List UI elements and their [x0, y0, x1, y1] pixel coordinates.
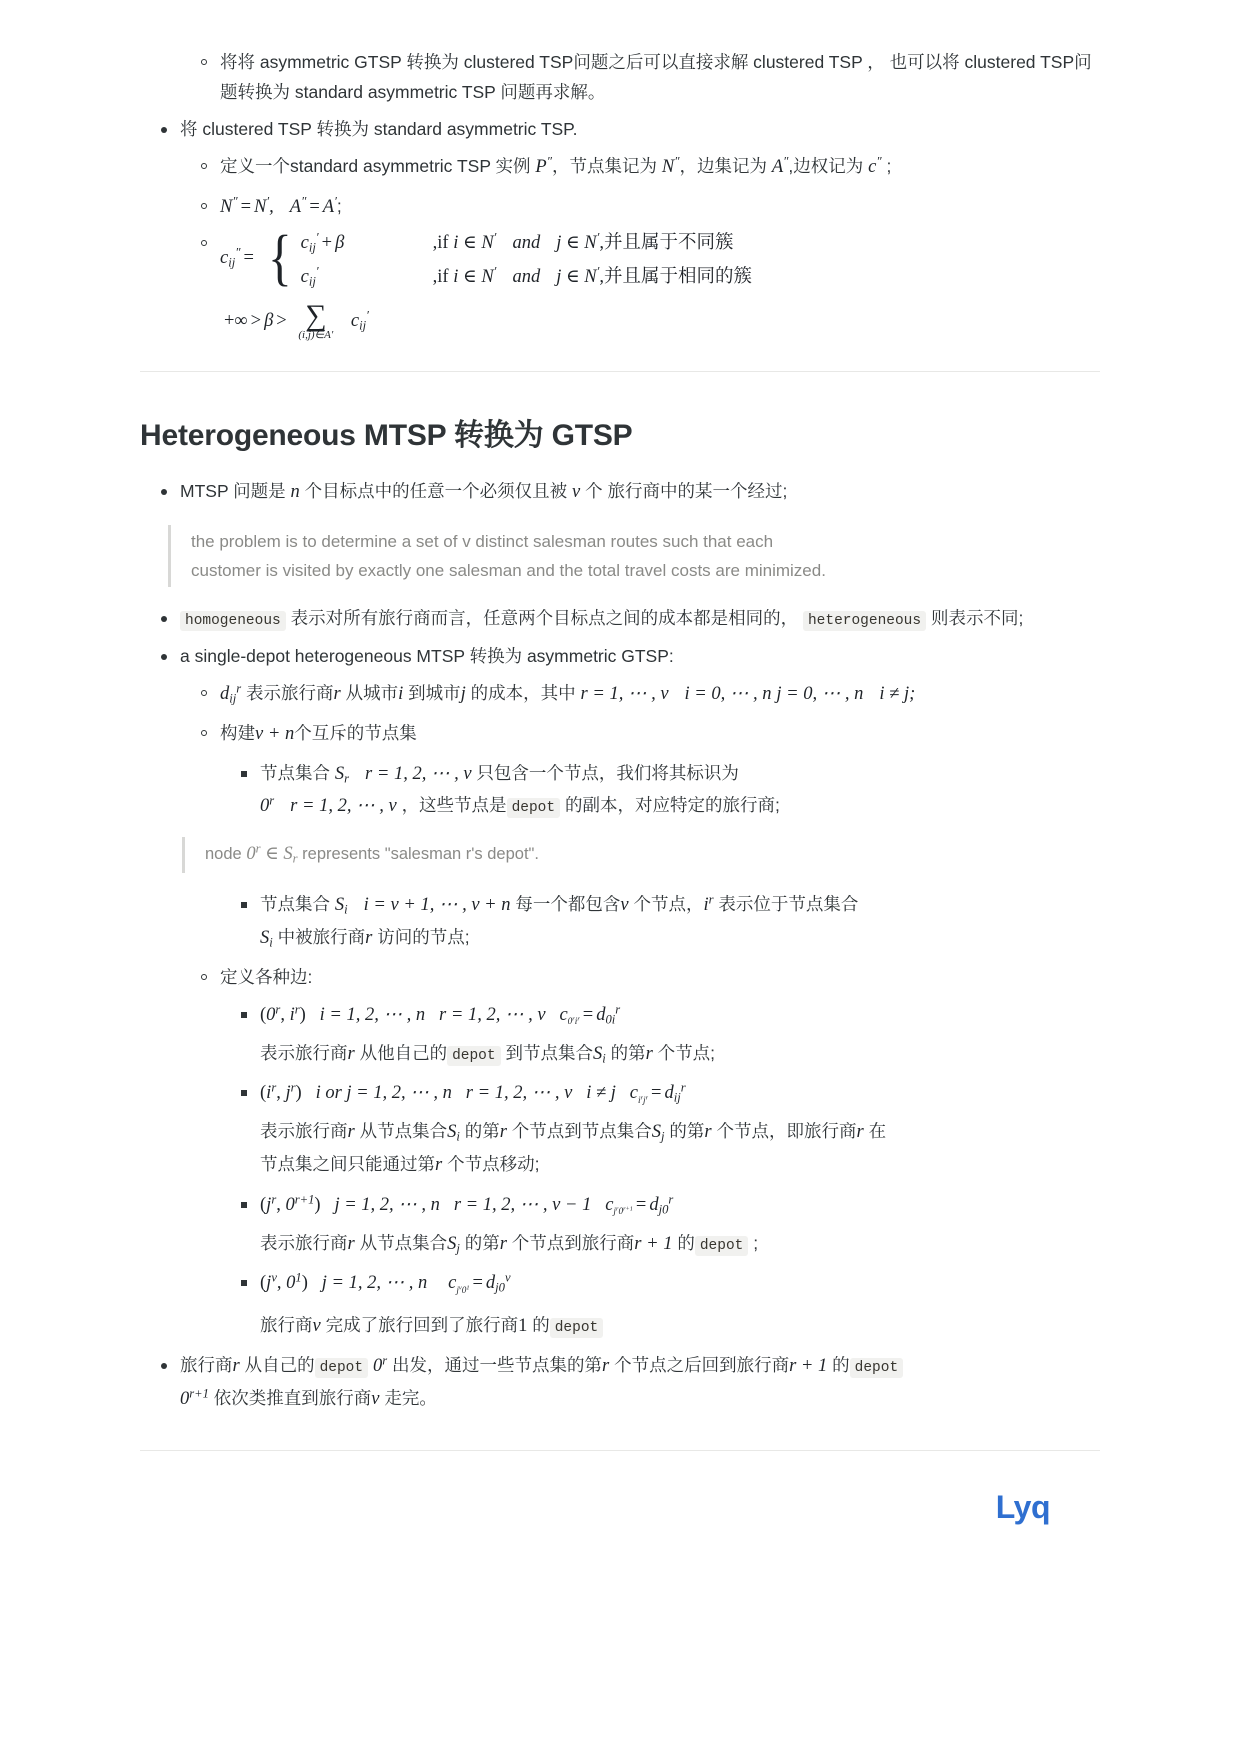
code-depot: depot [850, 1358, 904, 1378]
list-item [180, 718, 1100, 751]
math-edge-pair-2: ($i^r$, $j^r$) [260, 1080, 302, 1104]
math-v: v [371, 1388, 380, 1409]
code-depot: depot [550, 1318, 604, 1338]
edge1-d2: 从他自己的 [359, 1042, 448, 1063]
beta-inequality [224, 299, 1100, 341]
math-zero-r-in-Sr: 0$^r$ ∈ $S_r$ [246, 841, 298, 866]
item-text: 将 clustered TSP 转换为 standard asymmetric TSP. [180, 119, 578, 140]
math-S-i: $S_i$ [592, 1043, 606, 1066]
cases-body [301, 228, 752, 288]
math-eq-r: r = 1, ⋯ , v [580, 684, 669, 704]
math-c: c″ [868, 154, 882, 178]
math-r: r [602, 1356, 610, 1377]
math-r: r [347, 1043, 355, 1064]
cases-lhs: $c_{ij}''$ = [220, 245, 254, 270]
quote2-pre: node [205, 845, 242, 864]
list-item [220, 1077, 1100, 1181]
quote-line: customer is visited by exactly one salesman and the total travel costs are minimized. [191, 560, 826, 580]
section-divider [140, 371, 1100, 372]
si-t6: 访问的节点; [377, 926, 470, 947]
math-S-j: $S_j$ [447, 1233, 460, 1256]
code-depot: depot [507, 798, 561, 818]
math-v: v [312, 1316, 321, 1337]
math-S-i: $S_i$ [334, 895, 348, 917]
math-S-r: $S_r$ [334, 763, 350, 786]
edge2-d2: 从节点集合 [359, 1121, 448, 1142]
list-item [220, 758, 1100, 824]
code-depot: depot [315, 1358, 369, 1378]
math-i-r: $i^r$ [703, 892, 714, 916]
list-item [140, 641, 1100, 671]
list-item [180, 47, 1100, 107]
math-edge3-eq1: j = 1, 2, ⋯ , n [334, 1194, 440, 1215]
math-r-plus-1: r + 1 [634, 1233, 673, 1254]
sr-t3: ，这些节点是 [401, 795, 507, 816]
edge2-d4: 个节点到节点集合 [511, 1121, 652, 1142]
homo-text: 表示对所有旅行商而言，任意两个目标点之间的成本都是相同的， [290, 607, 799, 628]
math-d-ij-r: $d_{ij}^r$ [220, 681, 242, 706]
si-t2: 每一个都包含 [515, 894, 621, 915]
edge1-d1: 表示旅行商 [260, 1042, 348, 1063]
section-two-list [140, 476, 1100, 509]
list-item [220, 1189, 1100, 1261]
list-item-cases [180, 223, 1100, 292]
edge3-description [260, 1228, 1100, 1261]
math-edge2-eq1: r = 1, 2, ⋯ , v [465, 1083, 573, 1104]
final-t7: 走完。 [384, 1387, 437, 1408]
math-edge3-cost: $c_{j^r0^{r+1}} = d_{j0}^r$ [605, 1192, 674, 1217]
math-edge1-eq1: i = 1, 2, ⋯ , n [319, 1004, 426, 1025]
final-t4: 个节点之后回到旅行商 [614, 1355, 790, 1376]
case-condition: ,if i ∈ N′ and j ∈ N′,并且属于相同的簇 [432, 264, 753, 288]
math-edge4-cost: $c_{j^v0^1} = d_{j0}^v$ [448, 1270, 511, 1296]
edge2-d7: 在 [868, 1121, 887, 1142]
section-one-list [140, 47, 1100, 292]
list-item [140, 476, 1100, 509]
cases-equation [220, 223, 1100, 292]
math-zero-r: 0$^r$ [372, 1353, 388, 1377]
math-edge2-eq2: i ≠ j [586, 1083, 616, 1104]
si-t3: 个节点， [633, 894, 704, 915]
mtsp-text-2: 个目标点中的任意一个必须仅且被 [304, 480, 568, 501]
math-edge-pair-3: ($j^r$, $0^{r+1}$) [260, 1192, 321, 1215]
math-zero-r-plus-1: $0^{r+1}$ [180, 1386, 209, 1409]
equation-sets: N″ = N′, A″ = A′ [220, 194, 337, 218]
edges-title: 定义各种边: [220, 966, 313, 987]
sr-t1: 节点集合 [260, 762, 330, 783]
final-t5: 的 [832, 1355, 850, 1376]
summation-symbol [298, 299, 334, 341]
beta-bound: +∞ > β > ∑ (i,j)∈A′ $c_{ij}'$ [224, 299, 369, 341]
list-item [220, 999, 1100, 1071]
math-S-i-2: $S_i$ [260, 927, 273, 950]
section-two-list-2 [140, 603, 1100, 823]
edge4-description [260, 1310, 1100, 1343]
edge4-d3: 的 [532, 1315, 550, 1336]
math-S-j: $S_j$ [651, 1122, 665, 1144]
math-r: r [856, 1122, 864, 1143]
mtsp-text-3: 个 旅行商中的某一个经过; [585, 480, 788, 501]
list-item [180, 191, 1100, 221]
math-j: j [460, 684, 466, 704]
final-t2: 从自己的 [244, 1355, 315, 1376]
math-i-range: i = v + 1, ⋯ , v + n [363, 895, 511, 916]
edge3-d2: 从节点集合 [359, 1232, 448, 1253]
sum-subscript: (i,j)∈A′ [298, 328, 334, 341]
edge2-d1: 表示旅行商 [260, 1121, 348, 1142]
sr-t2: 只包含一个节点，我们将其标识为 [476, 762, 739, 783]
edge1-d3: 到节点集合 [505, 1042, 593, 1063]
list-item [180, 678, 1100, 711]
math-r2: r [365, 927, 373, 948]
math-edge1-cost: $c_{0^ri^r} = d_{0i}^r$ [559, 1002, 621, 1027]
list-item [180, 151, 1100, 184]
d-def-t2: 从城市 [345, 683, 399, 703]
edge4-d1: 旅行商 [260, 1315, 313, 1336]
site-logo: Lyq [995, 1488, 1050, 1525]
edge3-d1: 表示旅行商 [260, 1232, 348, 1253]
math-r: r [232, 1356, 240, 1377]
quote2-post: represents "salesman r's depot". [302, 845, 539, 864]
list-item [140, 1350, 1100, 1416]
math-n: n [290, 481, 300, 502]
case-line [301, 262, 752, 288]
edge4-d2: 完成了旅行回到了旅行商 [325, 1315, 519, 1336]
final-t3: 出发，通过一些节点集的第 [392, 1355, 602, 1376]
si-t5: 中被旅行商 [277, 926, 366, 947]
math-eq-j: j = 0, ⋯ , n [776, 684, 864, 704]
quote-line: the problem is to determine a set of v distinct salesman routes such that each [191, 531, 774, 551]
math-r: r [347, 1233, 355, 1254]
math-P: P″ [535, 154, 552, 178]
math-v-plus-n: v + n [255, 723, 295, 744]
math-r: r [645, 1043, 653, 1064]
list-item [140, 114, 1100, 144]
d-def-t3: 到城市 [408, 683, 461, 703]
case-condition: ,if i ∈ N′ and j ∈ N′,并且属于不同簇 [432, 230, 734, 254]
math-r-range-2: r = 1, 2, ⋯ , v [290, 796, 397, 817]
definition-mid-3: ,边权记为 [788, 156, 864, 177]
math-r: r [704, 1122, 712, 1143]
math-edge2-cost: $c_{i^rj^r} = d_{ij}^r$ [629, 1080, 686, 1106]
definition-text: 定义一个standard asymmetric TSP 实例 [220, 156, 531, 177]
d-def-t4: 的成本，其中 [470, 683, 576, 703]
math-r: r [333, 684, 341, 704]
case-value: $c_{ij}'$ [300, 264, 319, 289]
math-edge3-eq2: r = 1, 2, ⋯ , v − 1 [453, 1194, 592, 1215]
item-text: 将将 asymmetric GTSP 转换为 clustered TSP问题之后可以直接求解 clustered TSP ， 也可以将 clustered TSP问题转换为 standard asymmetric TSP 问题再求解。 [220, 52, 1092, 103]
code-depot: depot [447, 1046, 501, 1066]
math-edge-pair-4: ($j^v$, $0^1$) [260, 1270, 308, 1294]
d-def-t1: 表示旅行商 [246, 683, 334, 703]
edge2-d8: 个节点移动; [447, 1154, 540, 1175]
list-item [220, 889, 1100, 955]
list-item [180, 962, 1100, 992]
math-eq-i: i = 0, ⋯ , n [684, 684, 772, 704]
case-value: $c_{ij}' + \beta$ [300, 230, 345, 255]
edge2-d6: 个节点，即旅行商 [716, 1121, 857, 1142]
math-S-i: $S_i$ [447, 1122, 460, 1144]
math-v2: v [620, 895, 629, 916]
list-item [220, 1267, 1100, 1343]
mtsp-text-1: MTSP 问题是 [180, 480, 286, 501]
math-edge2-eq0: i or j = 1, 2, ⋯ , n [315, 1083, 452, 1104]
blockquote-problem-definition [168, 525, 911, 587]
math-r: r [347, 1122, 355, 1143]
code-depot: depot [695, 1236, 749, 1256]
construct-post: 个互斥的节点集 [294, 722, 417, 743]
math-A: A″ [771, 154, 789, 178]
math-edge1-eq2: r = 1, 2, ⋯ , v [439, 1004, 546, 1025]
final-t6: 依次类推直到旅行商 [213, 1387, 372, 1408]
section-two-list-3 [140, 889, 1100, 1416]
code-homogeneous: homogeneous [180, 611, 286, 631]
math-one: 1 [518, 1316, 528, 1337]
semicolon: ; [336, 196, 342, 217]
edge3-d4: 个节点到旅行商 [511, 1232, 635, 1253]
math-v: v [572, 481, 581, 502]
math-N: N″ [661, 154, 680, 178]
edge1-description [260, 1038, 1100, 1071]
math-i: i [398, 684, 404, 704]
edge2-description [260, 1116, 1100, 1182]
edge2-d3: 的第 [464, 1121, 500, 1142]
math-eq-ineq: i ≠ j; [879, 684, 916, 704]
single-depot-text: a single-depot heterogeneous MTSP 转换为 asymmetric GTSP: [180, 645, 674, 666]
homo-tail: 则表示不同; [930, 607, 1024, 628]
math-r: r [499, 1122, 507, 1143]
math-r-plus-1: r + 1 [789, 1356, 828, 1377]
final-t1: 旅行商 [180, 1355, 233, 1376]
edge2-d5: 的第 [669, 1121, 705, 1142]
footer [140, 1451, 1100, 1526]
list-item [140, 603, 1100, 634]
math-zero-r: 0$^r$ [260, 793, 275, 817]
edge3-d6: ; [753, 1232, 759, 1253]
sigma-icon: ∑ [305, 299, 327, 333]
construct-pre: 构建 [220, 722, 255, 743]
definition-tail: ; [886, 156, 892, 177]
math-r-range: r = 1, 2, ⋯ , v [365, 763, 472, 784]
definition-mid-2: ，边集记为 [679, 156, 767, 177]
blockquote-depot-note [182, 837, 925, 873]
math-r: r [435, 1155, 443, 1176]
left-brace-icon: { [267, 223, 292, 292]
si-t1: 节点集合 [260, 894, 330, 915]
si-t4: 表示位于节点集合 [718, 894, 859, 915]
edge2-line2: 节点集之间只能通过第 [260, 1154, 435, 1175]
sr-t4: 的副本，对应特定的旅行商; [564, 795, 780, 816]
code-heterogeneous: heterogeneous [803, 611, 926, 631]
page-heading: Heterogeneous MTSP 转换为 GTSP [140, 418, 633, 452]
edge3-d5: 的 [677, 1232, 695, 1253]
case-line [301, 228, 752, 254]
math-edge4-eq1: j = 1, 2, ⋯ , n [321, 1273, 428, 1294]
math-r: r [499, 1233, 507, 1254]
edge1-d5: 个节点; [657, 1042, 716, 1063]
definition-mid-1: ，节点集记为 [551, 156, 657, 177]
edge1-d4: 的第 [610, 1042, 646, 1063]
edge3-d3: 的第 [464, 1232, 500, 1253]
math-edge-pair-1: (0$^r$, $i^r$) [260, 1002, 306, 1025]
